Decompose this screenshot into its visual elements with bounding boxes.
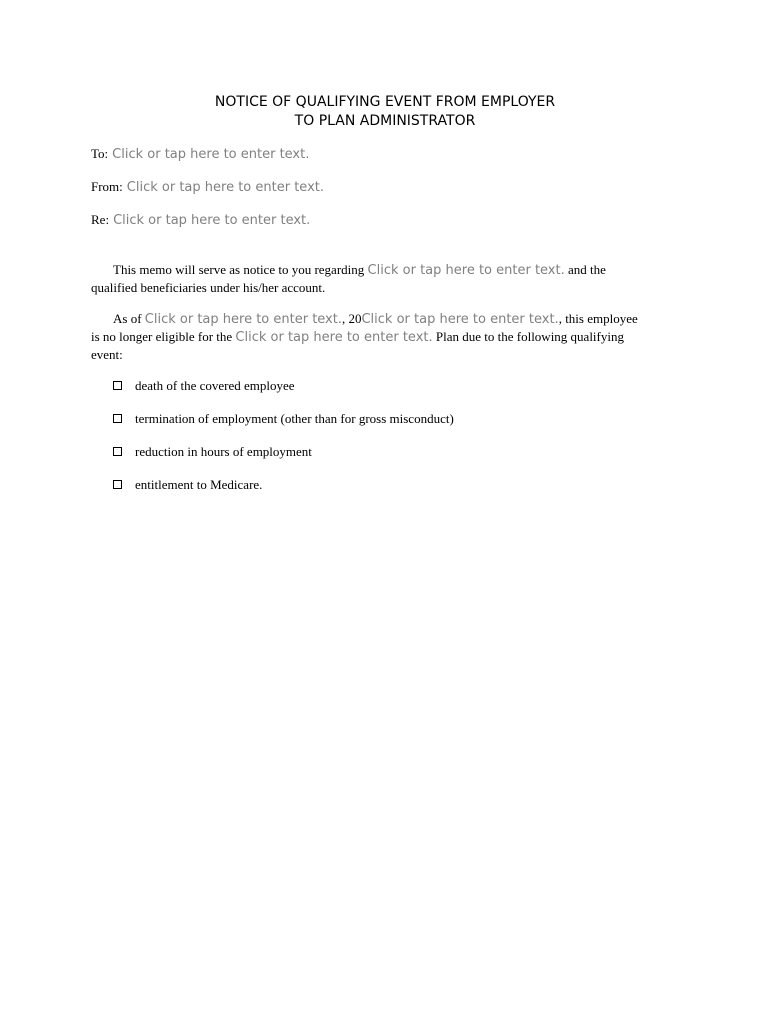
- checkbox-row-death: [113, 377, 295, 394]
- date-field[interactable]: Click or tap here to enter text.: [144, 312, 342, 327]
- to-field[interactable]: Click or tap here to enter text.: [112, 147, 310, 162]
- document-title-line-1: NOTICE OF QUALIFYING EVENT FROM EMPLOYER: [214, 94, 556, 110]
- death-label: death of the covered employee: [135, 378, 295, 393]
- memo-text-before: This memo will serve as notice to you regarding: [113, 262, 365, 277]
- reduction-label: reduction in hours of employment: [135, 444, 312, 459]
- re-field[interactable]: Click or tap here to enter text.: [113, 213, 311, 228]
- as-of-text: As of: [113, 311, 142, 326]
- medicare-checkbox[interactable]: [113, 480, 122, 489]
- memo-paragraph: [91, 261, 681, 296]
- re-label: Re:: [91, 212, 110, 227]
- to-label: To:: [91, 146, 109, 161]
- document-title-line-2: TO PLAN ADMINISTRATOR: [294, 113, 476, 129]
- regarding-field[interactable]: Click or tap here to enter text.: [367, 263, 565, 278]
- checkbox-row-reduction: [113, 443, 312, 460]
- re-row: [91, 211, 310, 230]
- termination-checkbox[interactable]: [113, 414, 122, 423]
- reduction-checkbox[interactable]: [113, 447, 122, 456]
- event-text: event:: [91, 347, 123, 362]
- medicare-label: entitlement to Medicare.: [135, 477, 263, 492]
- from-row: [91, 178, 324, 197]
- checkbox-row-termination: [113, 410, 454, 427]
- employee-text: , this employee: [558, 311, 638, 326]
- plan-due-text: Plan due to the following qualifying: [435, 329, 624, 344]
- from-label: From:: [91, 179, 123, 194]
- to-row: [91, 145, 309, 164]
- plan-field[interactable]: Click or tap here to enter text.: [235, 330, 433, 345]
- death-checkbox[interactable]: [113, 381, 122, 390]
- memo-text-line2: qualified beneficiaries under his/her account.: [91, 280, 326, 295]
- termination-label: termination of employment (other than for gross misconduct): [135, 411, 454, 426]
- eligibility-paragraph: [91, 310, 681, 363]
- year-prefix-text: , 20: [341, 311, 362, 326]
- eligible-text: is no longer eligible for the: [91, 329, 233, 344]
- year-field[interactable]: Click or tap here to enter text.: [361, 312, 559, 327]
- checkbox-row-medicare: [113, 476, 262, 493]
- memo-text-after: and the: [567, 262, 606, 277]
- from-field[interactable]: Click or tap here to enter text.: [126, 180, 324, 195]
